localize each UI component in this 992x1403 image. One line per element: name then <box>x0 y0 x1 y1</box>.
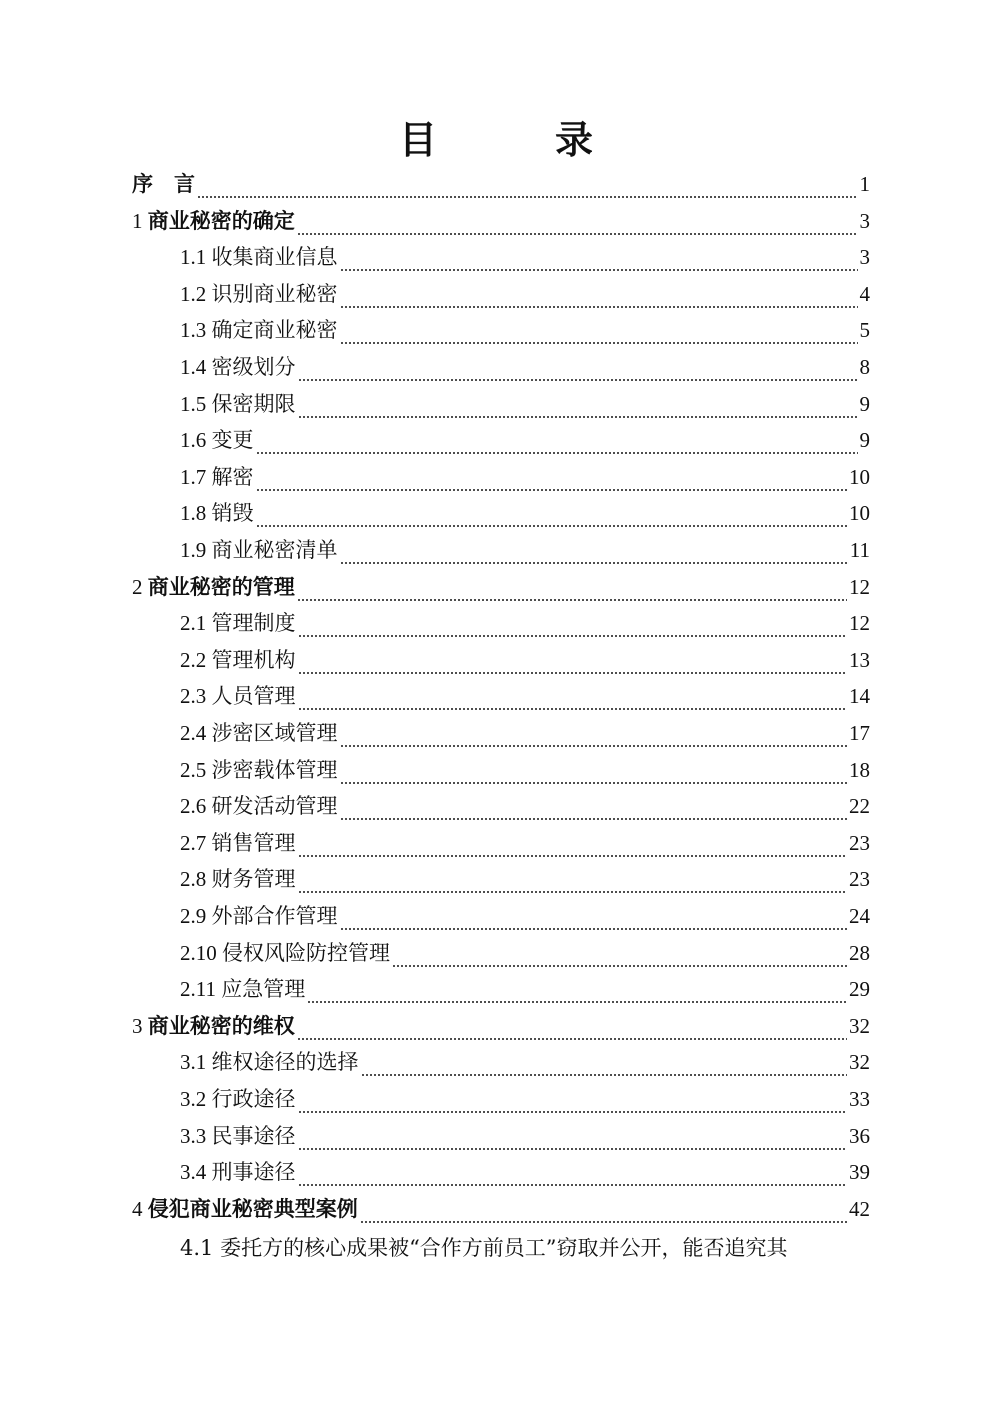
toc-entry[interactable] <box>180 935 870 971</box>
toc-entry-label <box>180 898 338 934</box>
toc-entry-title: 人员管理 <box>211 684 296 709</box>
toc-page-number: 18 <box>849 757 870 782</box>
toc-entry-title: 涉密载体管理 <box>211 757 338 782</box>
toc-entry-title: 解密 <box>211 464 254 489</box>
toc-entry-label <box>132 166 195 202</box>
toc-leader-dots <box>361 1055 848 1077</box>
toc-leader-dots <box>256 433 858 455</box>
toc-entry-number: 3.4 <box>180 1160 212 1185</box>
toc-entry-label <box>180 1118 296 1154</box>
toc-entry-label <box>180 825 296 861</box>
toc-entry-title: 应急管理 <box>221 977 306 1002</box>
toc-page-number: 4 <box>859 281 870 306</box>
toc-entry-title: 商业秘密的管理 <box>147 573 295 599</box>
toc-entry-title: 识别商业秘密 <box>211 281 338 306</box>
toc-entry[interactable] <box>180 1044 870 1080</box>
toc-entry-number: 3 <box>132 1013 148 1038</box>
toc-leader-dots <box>340 543 848 565</box>
toc-entry-number: 1.3 <box>180 318 212 343</box>
toc-leader-dots <box>340 799 848 821</box>
toc-entry-number: 1.5 <box>180 391 212 416</box>
toc-entry[interactable] <box>132 203 870 239</box>
toc-leader-dots <box>298 836 848 858</box>
toc-leader-dots <box>197 177 858 199</box>
toc-entry-title: 收集商业信息 <box>211 245 338 270</box>
page-title: 目 录 <box>398 117 633 162</box>
toc-entry-continued[interactable]: 4.1 委托方的核心成果被“合作方前员工”窃取并公开，能否追究其 <box>180 1236 788 1260</box>
toc-entry-title: 研发活动管理 <box>211 794 338 819</box>
toc-entry-title: 序 言 <box>132 171 195 196</box>
toc-leader-dots <box>297 580 847 602</box>
toc-entry-number: 1.4 <box>180 355 212 379</box>
toc-page-number: 12 <box>849 574 870 599</box>
toc-entry-number: 2.4 <box>180 721 212 745</box>
toc-entry[interactable] <box>180 752 870 788</box>
toc-entry-label <box>180 1044 359 1080</box>
toc-entry[interactable] <box>180 312 870 348</box>
toc-entry-title: 密级划分 <box>211 355 296 379</box>
toc-entry-label <box>180 276 338 312</box>
toc-entry-label <box>180 971 305 1007</box>
toc-entry-number: 2.11 <box>180 977 222 1002</box>
toc-leader-dots <box>340 287 858 309</box>
toc-leader-dots <box>298 1165 848 1187</box>
toc-entry-number: 1.2 <box>180 281 212 306</box>
toc-entry-title: 商业秘密的确定 <box>147 207 295 233</box>
toc-entry-number: 2 <box>132 574 148 599</box>
toc-entry-title: 销售管理 <box>211 830 296 855</box>
toc-entry-number: 1.6 <box>180 428 212 453</box>
toc-page-number: 9 <box>859 428 870 453</box>
toc-page-number: 12 <box>849 611 870 636</box>
toc-entry-label <box>180 1081 296 1117</box>
toc-entry-label <box>180 605 296 641</box>
toc-entry-number: 2.8 <box>180 867 212 892</box>
toc-page-number: 32 <box>849 1050 870 1075</box>
toc-entry-title: 商业秘密清单 <box>211 538 338 562</box>
toc-entry-number: 1.9 <box>180 538 212 562</box>
toc-entry-label <box>180 752 338 788</box>
toc-page-number: 3 <box>859 208 870 233</box>
toc-entry[interactable] <box>180 861 870 897</box>
toc-entry-title: 民事途径 <box>211 1123 296 1148</box>
toc-page-number: 28 <box>849 940 870 965</box>
toc-entry[interactable] <box>180 715 870 751</box>
toc-leader-dots <box>340 323 858 345</box>
toc-entry-number: 4 <box>132 1196 148 1221</box>
toc-leader-dots <box>298 1129 848 1151</box>
toc-entry[interactable] <box>180 1081 870 1117</box>
toc-entry-label <box>132 569 295 605</box>
toc-entry-number: 1 <box>132 208 148 233</box>
toc-entry-label <box>180 788 338 824</box>
toc-leader-dots <box>392 946 847 968</box>
toc-entry[interactable] <box>180 349 870 385</box>
toc-leader-dots <box>256 470 848 492</box>
toc-entry-number: 1.7 <box>180 464 212 489</box>
toc-entry[interactable] <box>180 532 870 568</box>
toc-entry[interactable] <box>180 678 870 714</box>
toc-entry-title: 刑事途径 <box>211 1160 296 1185</box>
toc-page-number: 10 <box>849 464 870 489</box>
toc-entry[interactable] <box>132 1008 870 1044</box>
toc-entry[interactable] <box>180 495 870 531</box>
toc-entry-number: 3.3 <box>180 1123 212 1148</box>
toc-entry[interactable] <box>180 422 870 458</box>
toc-entry-label <box>180 239 338 275</box>
toc-leader-dots <box>307 982 847 1004</box>
toc-page-number: 23 <box>849 867 870 892</box>
toc-entry[interactable] <box>180 459 870 495</box>
toc-entry-label <box>132 203 295 239</box>
toc-page-number: 42 <box>849 1196 870 1221</box>
toc-entry-label <box>180 386 296 422</box>
toc-entry[interactable] <box>180 898 870 934</box>
toc-entry-label <box>180 715 338 751</box>
toc-leader-dots <box>298 616 848 638</box>
toc-leader-dots <box>340 909 848 931</box>
toc-entry[interactable] <box>132 1191 870 1227</box>
toc-page-number: 39 <box>849 1160 870 1185</box>
toc-page-number: 36 <box>849 1123 870 1148</box>
toc-leader-dots <box>298 653 848 675</box>
toc-entry-number: 2.10 <box>180 940 222 965</box>
toc-entry-title: 确定商业秘密 <box>211 318 338 343</box>
toc-page-number: 17 <box>849 721 870 745</box>
toc-entry[interactable] <box>180 971 870 1007</box>
toc-entry-number: 3.2 <box>180 1087 212 1111</box>
toc-entry-title: 侵犯商业秘密典型案例 <box>147 1195 358 1221</box>
toc-entry-label <box>180 459 254 495</box>
toc-entry[interactable] <box>180 788 870 824</box>
toc-page-number: 3 <box>859 245 870 270</box>
toc-leader-dots <box>360 1202 847 1224</box>
toc-entry[interactable] <box>132 569 870 605</box>
toc-entry-number: 2.1 <box>180 611 212 636</box>
toc-entry-number: 3.1 <box>180 1050 212 1075</box>
toc-entry-title: 商业秘密的维权 <box>147 1012 295 1038</box>
toc-page-number: 9 <box>859 391 870 416</box>
toc-entry-number: 2.9 <box>180 904 212 928</box>
toc-page-number: 22 <box>849 794 870 819</box>
toc-entry-number: 2.7 <box>180 830 212 855</box>
toc-leader-dots <box>298 689 848 711</box>
toc-entry-title: 侵权风险防控管理 <box>222 940 390 965</box>
toc-entry[interactable] <box>180 386 870 422</box>
toc-entry[interactable] <box>132 166 870 202</box>
toc-page-number: 11 <box>849 538 870 562</box>
toc-entry[interactable] <box>180 1154 870 1190</box>
toc-entry-title: 销毁 <box>211 501 254 526</box>
toc-entry-label <box>132 1191 358 1227</box>
toc-leader-dots <box>298 872 848 894</box>
toc-leader-dots <box>297 1019 847 1041</box>
toc-leader-dots <box>298 1092 848 1114</box>
toc-entry-title: 涉密区域管理 <box>211 721 338 745</box>
toc-page-number: 1 <box>859 172 870 196</box>
toc-entry-label <box>180 935 390 971</box>
toc-entry-title: 财务管理 <box>211 867 296 892</box>
toc-entry-title: 外部合作管理 <box>211 904 338 928</box>
toc-entry[interactable] <box>180 825 870 861</box>
toc-entry[interactable] <box>180 605 870 641</box>
toc-entry-title: 维权途径的选择 <box>211 1050 359 1075</box>
toc-entry-label <box>180 678 296 714</box>
toc-page-number: 13 <box>849 647 870 672</box>
toc-entry-number: 2.5 <box>180 757 212 782</box>
toc-entry-title: 管理机构 <box>211 647 296 672</box>
toc-entry-title: 保密期限 <box>211 391 296 416</box>
toc-entry-number: 1.8 <box>180 501 212 526</box>
toc-entry-number: 1.1 <box>180 245 212 270</box>
toc-entry-number: 2.3 <box>180 684 212 709</box>
toc-entry-label <box>180 312 338 348</box>
toc-entry-title: 变更 <box>211 428 254 453</box>
toc-leader-dots <box>297 214 858 236</box>
toc-entry[interactable] <box>180 1118 870 1154</box>
toc-entry-title: 行政途径 <box>211 1087 296 1111</box>
toc-entry-label <box>180 422 254 458</box>
toc-entry-label <box>180 495 254 531</box>
toc-leader-dots <box>340 250 858 272</box>
toc-leader-dots <box>298 397 858 419</box>
toc-entry[interactable] <box>180 642 870 678</box>
toc-leader-dots <box>340 726 848 748</box>
toc-entry[interactable] <box>180 239 870 275</box>
toc-entry[interactable] <box>180 276 870 312</box>
toc-page-number: 23 <box>849 830 870 855</box>
toc-leader-dots <box>256 506 848 528</box>
toc-entry-label <box>180 861 296 897</box>
toc-page-number: 32 <box>849 1013 870 1038</box>
toc-page-number: 5 <box>859 318 870 343</box>
toc-entry-label <box>180 1154 296 1190</box>
toc-page-number: 24 <box>849 904 870 928</box>
toc-entry-number: 2.2 <box>180 647 212 672</box>
toc-page-number: 14 <box>849 684 870 709</box>
toc-page-number: 29 <box>849 977 870 1002</box>
toc-page-number: 10 <box>849 501 870 526</box>
toc-leader-dots <box>340 763 848 785</box>
toc-page-number: 33 <box>849 1087 870 1111</box>
toc-entry-number: 2.6 <box>180 794 212 819</box>
toc-entry-label <box>132 1008 295 1044</box>
toc-leader-dots <box>298 360 858 382</box>
toc-entry-title: 管理制度 <box>211 611 296 636</box>
toc-page-number: 8 <box>859 355 870 379</box>
toc-entry-label <box>180 349 296 385</box>
toc-entry-label <box>180 642 296 678</box>
toc-entry-label <box>180 532 338 568</box>
